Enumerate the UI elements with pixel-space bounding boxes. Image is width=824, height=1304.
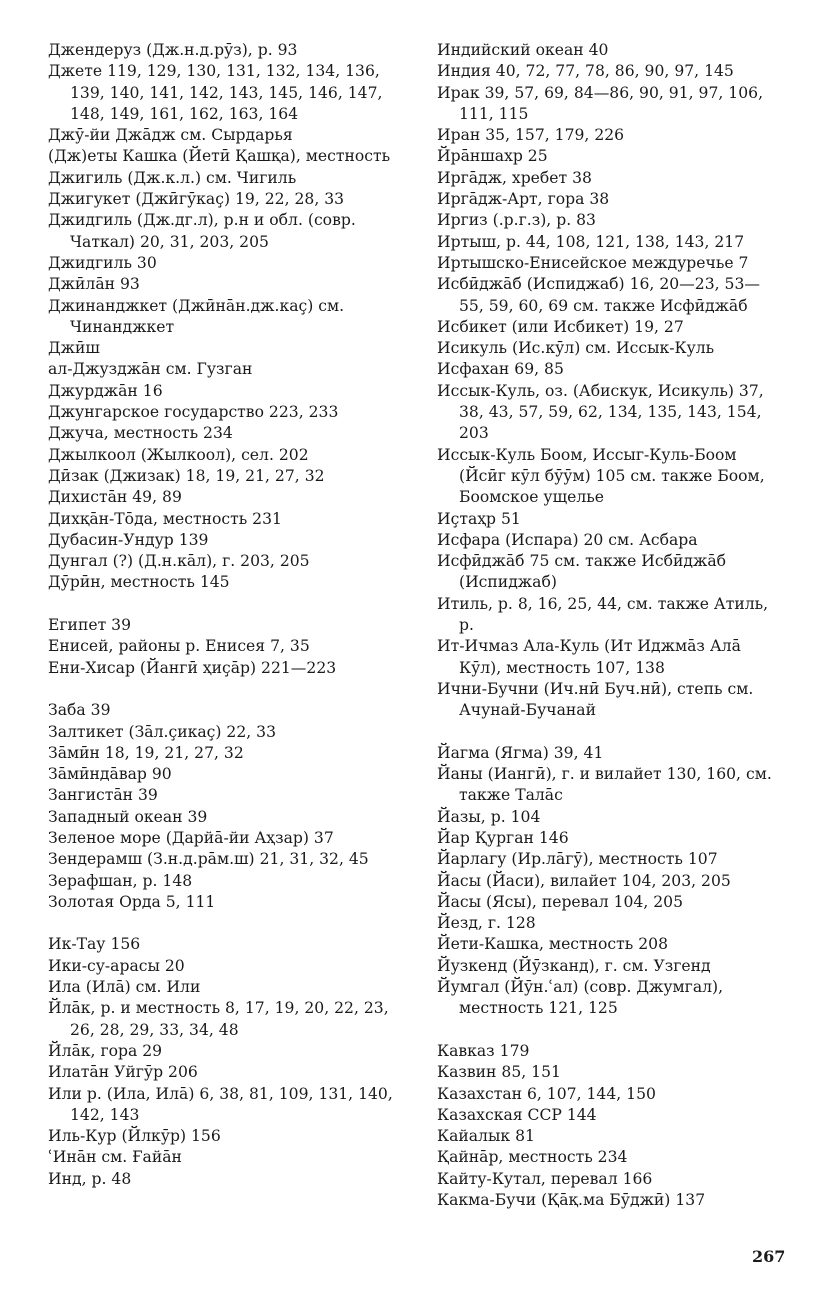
index-entry: Иран 35, 157, 179, 226 bbox=[437, 126, 625, 145]
index-entry: Иссык-Куль, оз. (Абискук, Исикуль) 37, 38, 43, 57, 59, 62, 134, 135, 143, 154, 203 bbox=[437, 381, 764, 443]
index-entry: Зангистāн 39 bbox=[48, 786, 158, 805]
index-entry: Исбикет (или Исбикет) 19, 27 bbox=[437, 317, 684, 336]
index-entry: Джидгиль (Дж.дг.л), р.н и обл. (совр. Чаткал) 20, 31, 203, 205 bbox=[48, 211, 356, 251]
index-entry: Исикуль (Ис.кӯл) см. Иссык-Куль bbox=[437, 339, 715, 358]
index-entry: Ит-Ичмаз Ала-Куль (Ит Иджмāз Алā Кӯл), местность 107, 138 bbox=[437, 637, 741, 677]
index-entry: Джӣлāн 93 bbox=[48, 275, 140, 294]
index-entry: Иссык-Куль Боом, Иссыг-Куль-Боом (Йсӣг кӯл бӯӯм) 105 см. также Боом, Боомское ущелье bbox=[437, 445, 765, 507]
index-entry: Кайту-Кутал, перевал 166 bbox=[437, 1169, 653, 1188]
index-entry: Индийский океан 40 bbox=[437, 41, 609, 59]
index-entry: Исфахан 69, 85 bbox=[437, 360, 564, 379]
index-entry: Иртыш, р. 44, 108, 121, 138, 143, 217 bbox=[437, 232, 745, 251]
index-entry: Йаны (Иангӣ), г. и вилайет 130, 160, см. также Талāс bbox=[437, 765, 772, 805]
index-entry: Джурджāн 16 bbox=[48, 381, 163, 400]
index-entry: Йузкенд (Йӯзканд), г. см. Узгенд bbox=[437, 956, 711, 975]
index-entry: Джете 119, 129, 130, 131, 132, 134, 136, 139, 140, 141, 142, 143, 145, 146, 147, 148, 149, 161, 162, 163, 164 bbox=[48, 62, 383, 123]
index-entry: Казахстан 6, 107, 144, 150 bbox=[437, 1084, 656, 1103]
index-entry: Исфӣджāб 75 см. также Исбӣджāб (Испиджаб) bbox=[437, 552, 727, 592]
index-entry: Йасы (Ясы), перевал 104, 205 bbox=[437, 892, 684, 911]
index-entry: Джигиль (Дж.к.л.) см. Чигиль bbox=[48, 168, 297, 187]
index-entry: Йумгал (Йӯн.ʿал) (совр. Джумгал), местность 121, 125 bbox=[437, 978, 724, 1018]
index-entry: Ирак 39, 57, 69, 84—86, 90, 91, 97, 106, 111, 115 bbox=[437, 83, 764, 123]
index-entry: Джуча, местность 234 bbox=[48, 424, 233, 443]
index-entry: Йарлагу (Ир.лāгӯ), местность 107 bbox=[437, 850, 718, 869]
index-entry: Индия 40, 72, 77, 78, 86, 90, 97, 145 bbox=[437, 62, 734, 81]
index-entry: Дӣзак (Джизак) 18, 19, 21, 27, 32 bbox=[48, 466, 325, 485]
index-entry: Дихқāн-Тōда, местность 231 bbox=[48, 509, 282, 528]
index-entry: Ични-Бучни (Ич.нӣ Буч.нӣ), степь см. Ачунай-Бучанай bbox=[437, 679, 754, 720]
index-entry: Йезд, г. 128 bbox=[437, 914, 536, 933]
index-entry: Ени-Хисар (Йангӣ ҳиçāр) 221—223 bbox=[48, 658, 337, 677]
index-entry: Қайнāр, местность 234 bbox=[437, 1148, 628, 1167]
page-number: 267 bbox=[752, 1247, 786, 1266]
index-entry: Кавказ 179 bbox=[437, 1041, 530, 1060]
index-entry: Дихистāн 49, 89 bbox=[48, 488, 182, 507]
index-entry: ал-Джузджāн см. Гузган bbox=[48, 360, 253, 379]
index-entry: Джидгиль 30 bbox=[48, 253, 157, 272]
index-entry: Ила (Илā) см. Или bbox=[48, 978, 201, 997]
index-entry: Зеленое море (Дарйā-йи Аҳзар) 37 bbox=[48, 828, 334, 847]
index-entry: Зāмӣн 18, 19, 21, 27, 32 bbox=[48, 743, 244, 762]
index-entry: Йлāк, гора 29 bbox=[48, 1041, 163, 1060]
index-entry: Дунгал (?) (Д.н.кāл), г. 203, 205 bbox=[48, 552, 310, 571]
index-entry: Инд, р. 48 bbox=[48, 1169, 132, 1188]
index-entry: Иргāдж, хребет 38 bbox=[437, 168, 592, 187]
index-entry: Иргиз (.р.г.з), р. 83 bbox=[437, 211, 596, 230]
index-entry: Дӯрӣн, местность 145 bbox=[48, 573, 230, 592]
index-entry: Йрāншахр 25 bbox=[437, 147, 548, 166]
index-column-right bbox=[437, 40, 782, 1211]
index-entry: Итиль, р. 8, 16, 25, 44, см. также Атиль, р. bbox=[437, 594, 769, 635]
index-entry: Египет 39 bbox=[48, 616, 131, 635]
index-entry: Кайалык 81 bbox=[437, 1127, 535, 1146]
index-entry: Или р. (Ила, Илā) 6, 38, 81, 109, 131, 140, 142, 143 bbox=[48, 1084, 393, 1124]
index-entry: Йазы, р. 104 bbox=[437, 807, 541, 826]
section-gap bbox=[48, 594, 406, 615]
index-entry: Йар Қурган 146 bbox=[437, 828, 569, 847]
index-entry: ʿИнāн см. Ғайāн bbox=[48, 1148, 182, 1167]
index-entry: Казвин 85, 151 bbox=[437, 1063, 561, 1082]
index-entry: Джендеруз (Дж.н.д.рӯз), р. 93 bbox=[48, 41, 298, 59]
section-gap bbox=[437, 722, 782, 743]
index-entry: Джылкоол (Жылкоол), сел. 202 bbox=[48, 445, 309, 464]
index-entry: Джунгарское государство 223, 233 bbox=[48, 403, 339, 422]
index-entry: Залтикет (Зāл.çикаç) 22, 33 bbox=[48, 722, 276, 741]
index-entry: Джинанджкет (Джӣнāн.дж.каç) см. Чинанджкет bbox=[48, 296, 345, 336]
index-entry: Какма-Бучи (Қāқ.ма Бӯджӣ) 137 bbox=[437, 1191, 706, 1210]
index-entry: (Дж)еты Кашка (Йетӣ Қашқа), местность bbox=[48, 147, 391, 166]
index-entry: Илатāн Уйгӯр 206 bbox=[48, 1063, 198, 1082]
index-entry: Йасы (Йаси), вилайет 104, 203, 205 bbox=[437, 871, 731, 890]
index-entry: Енисей, районы р. Енисея 7, 35 bbox=[48, 637, 310, 656]
index-entry: Йагма (Ягма) 39, 41 bbox=[437, 743, 604, 762]
index-entry: Йети-Кашка, местность 208 bbox=[437, 935, 669, 954]
index-entry: Зāмӣндāвар 90 bbox=[48, 765, 172, 784]
index-entry: Ики-су-арасы 20 bbox=[48, 956, 185, 975]
index-entry: Дубасин-Ундур 139 bbox=[48, 530, 209, 549]
index-entry: Исбӣджāб (Испиджаб) 16, 20—23, 53—55, 59, 60, 69 см. также Исфӣджāб bbox=[437, 275, 760, 315]
index-entry: Иртышско-Енисейское междуречье 7 bbox=[437, 253, 749, 272]
index-entry: Иргāдж-Арт, гора 38 bbox=[437, 190, 610, 209]
index-entry: Джӯ-йи Джāдж см. Сырдарья bbox=[48, 126, 293, 145]
index-entry: Заба 39 bbox=[48, 701, 111, 720]
section-gap bbox=[48, 913, 406, 934]
index-column-left bbox=[48, 40, 406, 1190]
index-entry: Зерафшан, р. 148 bbox=[48, 871, 193, 890]
index-entry: Джигукет (Джӣгӯкаç) 19, 22, 28, 33 bbox=[48, 190, 345, 209]
index-entry: Джӣш bbox=[48, 339, 100, 358]
index-entry: Золотая Орда 5, 111 bbox=[48, 892, 216, 911]
index-entry: Зендерамш (З.н.д.рāм.ш) 21, 31, 32, 45 bbox=[48, 850, 369, 869]
index-entry: Западный океан 39 bbox=[48, 807, 208, 826]
index-entry: Исфара (Испара) 20 см. Асбара bbox=[437, 530, 698, 549]
index-entry: Иçтаҳр 51 bbox=[437, 509, 521, 528]
index-entry: Ик-Тау 156 bbox=[48, 935, 141, 954]
index-entry: Йлāк, р. и местность 8, 17, 19, 20, 22, 23, 26, 28, 29, 33, 34, 48 bbox=[48, 999, 389, 1039]
index-entry: Иль-Кур (Йлкӯр) 156 bbox=[48, 1127, 221, 1146]
section-gap bbox=[437, 1020, 782, 1041]
index-entry: Казахская ССР 144 bbox=[437, 1105, 597, 1124]
section-gap bbox=[48, 679, 406, 700]
